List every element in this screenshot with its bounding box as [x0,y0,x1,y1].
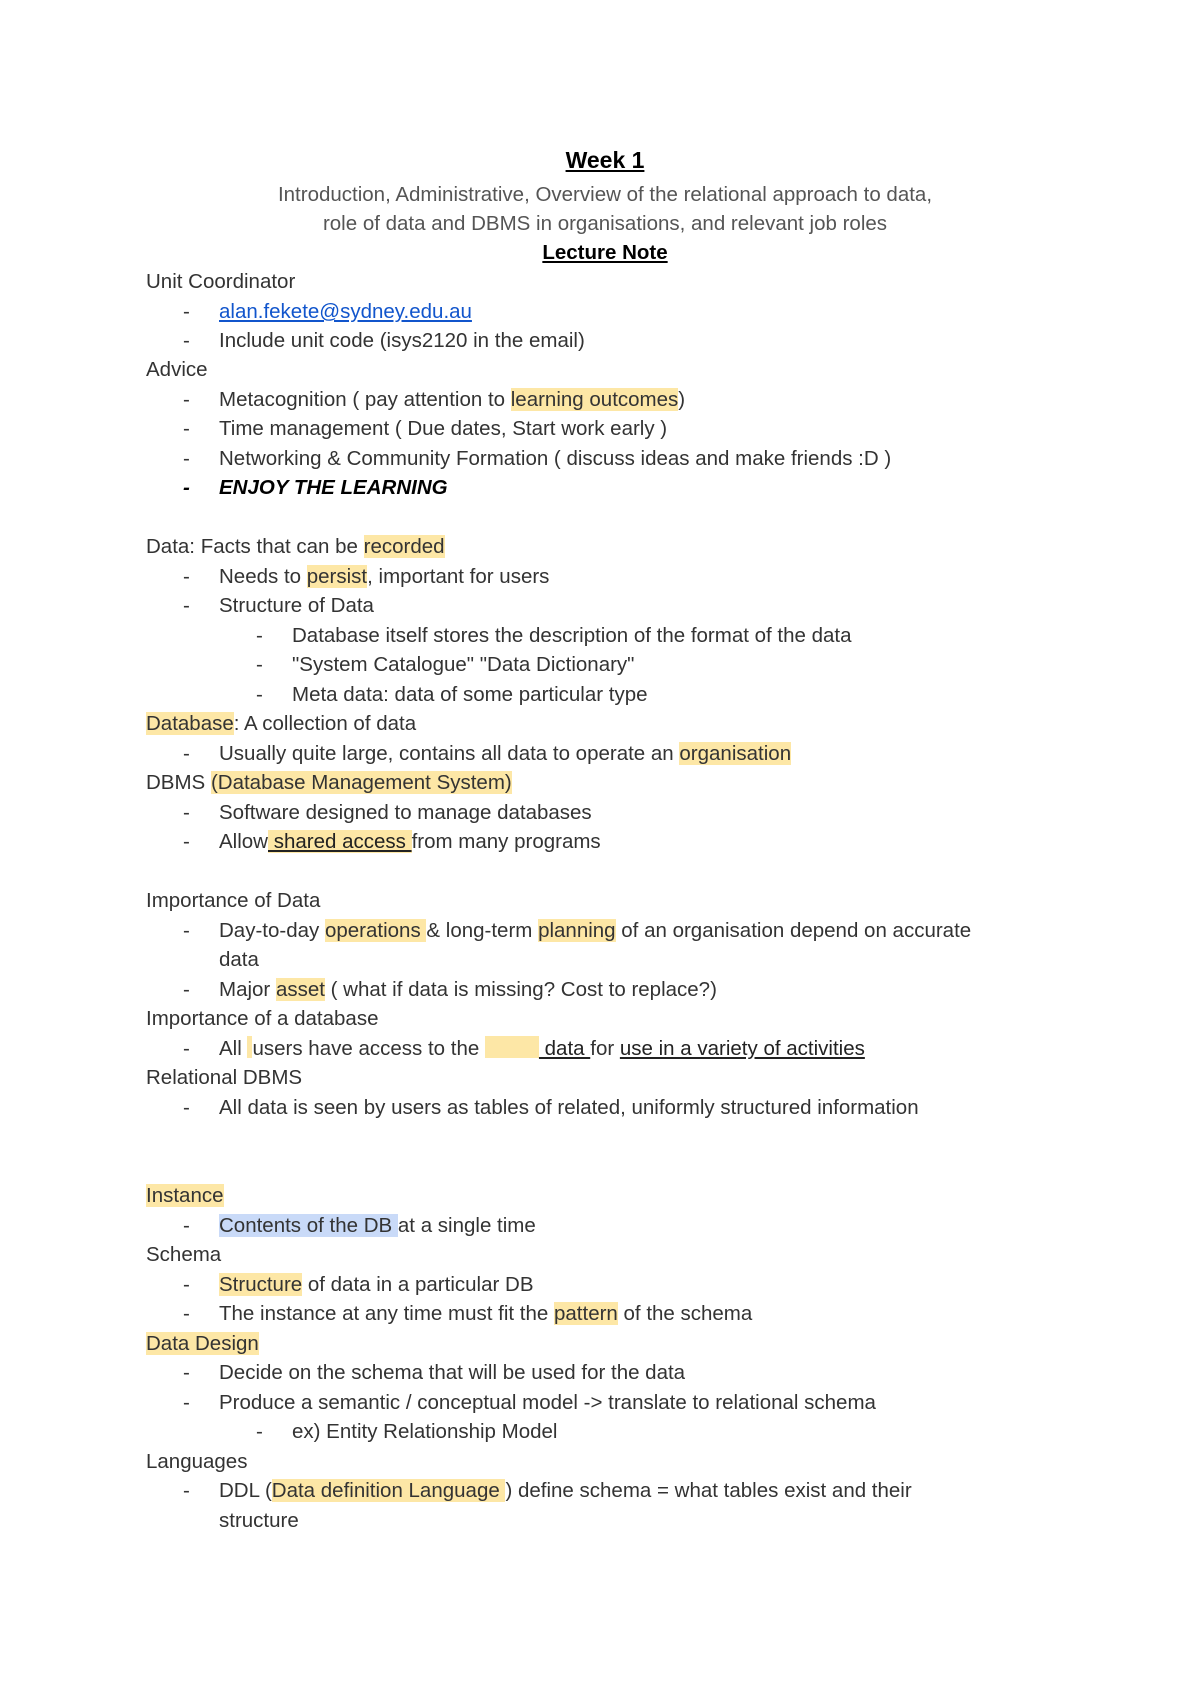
bullet: - [183,801,190,824]
text: : A collection of data [233,712,417,735]
bullet: - [183,388,190,411]
highlight: (Database Management System) [210,771,512,794]
highlight: operations [324,919,427,942]
highlight: Database [146,712,234,735]
highlight: organisation [679,742,792,765]
bullet: - [183,1214,190,1237]
text: Data: Facts that can be [146,535,364,558]
bullet: - [183,978,190,1001]
data-subitem-description: Database itself stores the description of the format of the data [292,624,852,647]
rdbms-heading: Relational DBMS [146,1066,303,1089]
bullet: - [183,476,190,499]
data-design-heading [146,1330,259,1358]
highlight: Data Design [146,1332,259,1355]
coordinator-email-item [219,298,472,326]
bullet: - [183,742,190,765]
bullet: - [183,1391,190,1414]
languages-heading: Languages [146,1450,248,1473]
text: Major [219,978,276,1001]
unit-code-note: Include unit code (isys2120 in the email) [219,329,585,352]
advice-item-networking: Networking & Community Formation ( discuss ideas and make friends :D ) [219,447,892,470]
highlight: persist [306,565,368,588]
text: Metacognition ( pay attention to [219,388,511,411]
text: from many programs [411,830,601,853]
highlight-gap [485,1036,539,1058]
instance-heading [146,1182,224,1210]
rdbms-item-tables: All data is seen by users as tables of related, uniformly structured information [219,1096,919,1119]
importance-db-item-access [219,1035,865,1063]
bullet: - [256,1420,263,1443]
bullet: - [183,1302,190,1325]
bullet: - [183,594,190,617]
data-item-structure: Structure of Data [219,594,374,617]
bullet: - [256,683,263,706]
bullet: - [256,653,263,676]
bullet: - [183,1479,190,1502]
highlight: shared access [268,830,412,853]
highlight: learning outcomes [510,388,679,411]
advice-item-enjoy: ENJOY THE LEARNING [219,476,448,499]
text: , important for users [367,565,550,588]
text: for [590,1037,620,1060]
text: & long-term [426,919,539,942]
data-subitem-catalogue: "System Catalogue" "Data Dictionary" [292,653,635,676]
importance-db-heading: Importance of a database [146,1007,379,1030]
text: ) [678,388,686,411]
data-heading [146,533,445,561]
underlined-text: use in a variety of activities [619,1037,865,1060]
underlined-text: data [538,1037,591,1060]
languages-item-ddl [219,1477,912,1505]
text: Allow [219,830,268,853]
database-item-large [219,740,791,768]
advice-item-metacognition [219,386,685,414]
text: ) define schema = what tables exist and their [505,1479,912,1502]
highlight: Structure [219,1273,303,1296]
text: of data in a particular DB [302,1273,534,1296]
bullet: - [183,1037,190,1060]
bullet: - [183,447,190,470]
data-design-item-decide: Decide on the schema that will be used for the data [219,1361,686,1384]
bullet: - [183,1273,190,1296]
importance-data-heading: Importance of Data [146,889,321,912]
importance-data-item-continuation: data [219,948,259,971]
unit-coordinator-heading: Unit Coordinator [146,270,296,293]
data-subitem-metadata: Meta data: data of some particular type [292,683,648,706]
page-title: Week 1 [565,147,645,173]
schema-heading: Schema [146,1243,222,1266]
dbms-heading [146,769,512,797]
bullet: - [183,329,190,352]
text: The instance at any time must fit the [219,1302,554,1325]
schema-item-pattern [219,1300,752,1328]
advice-heading: Advice [146,358,208,381]
text: users have access to the [252,1037,485,1060]
data-item-persist [219,563,549,591]
importance-data-item-operations [219,917,971,945]
highlight: planning [538,919,616,942]
highlight: Data definition Language [271,1479,506,1502]
bullet: - [183,300,190,323]
lecture-note-heading: Lecture Note [542,241,668,264]
subtitle-line-1: Introduction, Administrative, Overview of the relational approach to data, [277,183,933,206]
data-design-subitem-er: ex) Entity Relationship Model [292,1420,558,1443]
bullet: - [183,417,190,440]
bullet: - [183,565,190,588]
dbms-item-software: Software designed to manage databases [219,801,592,824]
bullet: - [183,830,190,853]
languages-item-continuation: structure [219,1509,299,1532]
data-design-item-produce: Produce a semantic / conceptual model -> translate to relational schema [219,1391,876,1414]
advice-item-time-management: Time management ( Due dates, Start work early ) [219,417,668,440]
bullet: - [183,919,190,942]
text: ( what if data is missing? Cost to replace?) [324,978,717,1001]
importance-data-item-asset [219,976,717,1004]
highlight: asset [275,978,325,1001]
highlight-blue: Contents of the DB [219,1214,398,1237]
database-heading [146,710,416,738]
text: All [219,1037,248,1060]
bullet: - [183,1096,190,1119]
text: of an organisation depend on accurate [615,919,972,942]
text: Needs to [219,565,307,588]
highlight: recorded [363,535,445,558]
text: at a single time [397,1214,536,1237]
text: of the schema [617,1302,753,1325]
text: DBMS [146,771,211,794]
dbms-item-shared-access [219,828,601,856]
text: Usually quite large, contains all data to operate an [219,742,680,765]
bullet: - [183,1361,190,1384]
subtitle-line-2: role of data and DBMS in organisations, and relevant job roles [322,212,888,235]
highlight: Instance [146,1184,224,1207]
instance-item-contents [219,1212,536,1240]
text: Day-to-day [219,919,325,942]
coordinator-email-link[interactable]: alan.fekete@sydney.edu.au [219,300,472,323]
text: DDL ( [219,1479,272,1502]
bullet: - [256,624,263,647]
highlight: pattern [554,1302,618,1325]
schema-item-structure [219,1271,534,1299]
